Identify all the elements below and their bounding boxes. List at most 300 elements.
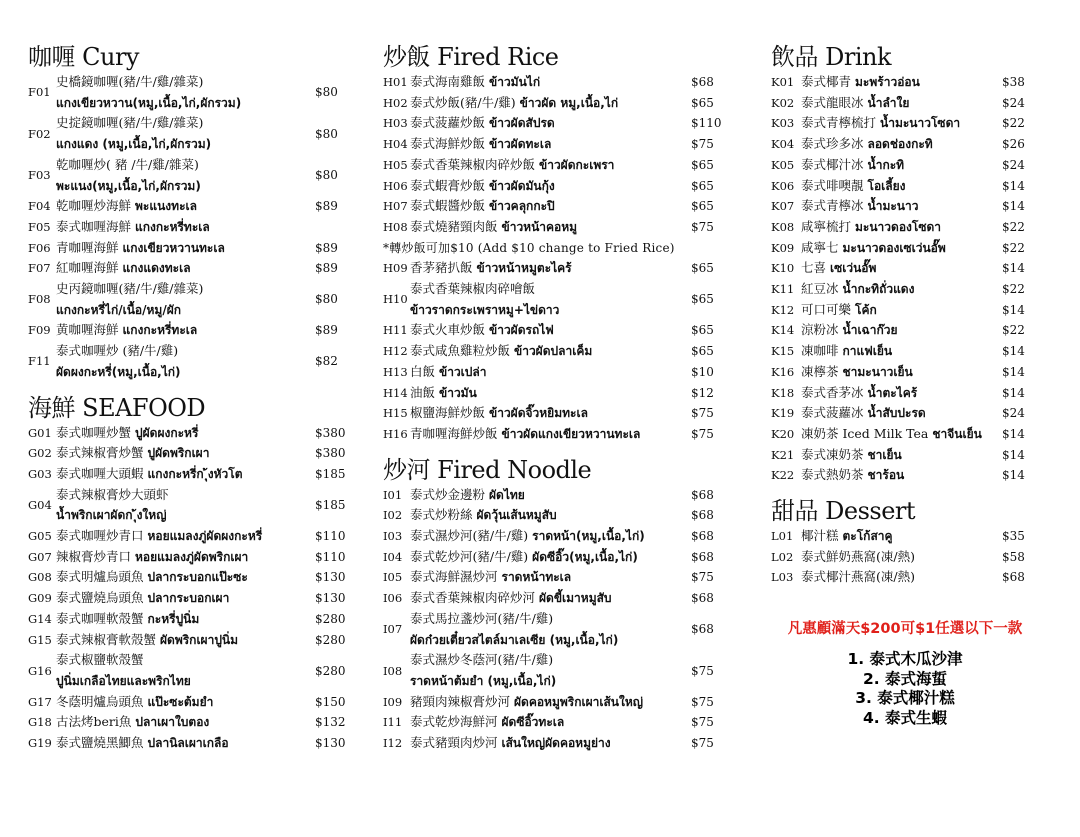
item-thai-name: น้ำตะไคร้	[867, 385, 918, 400]
item-description	[801, 176, 1002, 197]
item-description	[56, 650, 315, 691]
menu-item-row	[383, 547, 723, 568]
item-thai-name: ผัดผงกะหรี่(หมู,เนื้อ,ไก่)	[56, 364, 181, 379]
item-description	[56, 630, 315, 651]
menu-item-row	[383, 279, 723, 320]
item-thai-name: ชาจีนเย็น	[932, 426, 982, 441]
item-name: 泰式菠蘿冰	[801, 405, 864, 421]
item-thai-name: แกงกะหรี่ก ุ้งหัวโต	[147, 466, 243, 481]
item-code: F06	[28, 240, 51, 255]
item-name: 古法烤beri魚	[56, 714, 132, 730]
item-thai-name: พะแนงทะเล	[135, 199, 197, 214]
item-name: 泰式椰汁燕窩(凍/熱)	[801, 569, 915, 585]
item-code: F09	[28, 323, 51, 338]
item-price: $14	[1002, 364, 1025, 379]
item-description	[410, 320, 691, 341]
fried-rice-note: *轉炒飯可加$10 (Add $10 change to Fried Rice)	[383, 240, 675, 255]
item-thai-name: ชามะนาวเย็น	[842, 364, 913, 379]
item-thai-name: น้ำพริกเผาผัดก ุ้งใหญ่	[56, 508, 167, 523]
item-name: 史掟鏡咖喱(豬/牛/雞/雜菜)	[56, 115, 204, 131]
menu-item-row	[28, 526, 353, 547]
menu-item-row	[771, 279, 1026, 300]
item-name: 泰式鹽燒烏頭魚	[56, 590, 144, 606]
item-description	[410, 362, 691, 383]
item-description	[56, 155, 315, 196]
menu-item-row	[383, 176, 723, 197]
item-name: 凍咖啡	[801, 343, 839, 359]
item-name: 豬頸肉辣椒膏炒河	[410, 693, 511, 709]
menu-item-row	[28, 692, 353, 713]
item-thai-name: มะนาวดองโซดา	[855, 219, 942, 234]
item-code: I02	[383, 508, 403, 523]
item-thai-name: ชาเย็น	[867, 447, 902, 462]
item-name: 泰式辣椒膏軟殼蟹	[56, 631, 157, 647]
item-description	[410, 424, 691, 445]
item-thai-name: โอเลี้ยง	[867, 178, 906, 193]
section-title-dessert: 甜品 Dessert	[771, 497, 916, 526]
item-price: $89	[315, 240, 338, 255]
item-description	[56, 609, 315, 630]
item-description	[410, 155, 691, 176]
item-code: H05	[383, 157, 408, 172]
menu-item-row	[383, 155, 723, 176]
item-code: G07	[28, 549, 52, 564]
menu-item-row	[383, 609, 723, 650]
menu-item-row	[28, 650, 353, 691]
item-name: 泰式鹽燒黑鯽魚	[56, 735, 144, 751]
item-thai-name: ข้าวหน้าหมูตะไคร้	[476, 261, 572, 276]
item-name: 泰式咖喱海鮮	[56, 218, 132, 234]
item-price: $65	[691, 157, 714, 172]
promotion-item: 2. 泰式海蜇	[862, 669, 948, 688]
item-description	[801, 547, 1002, 568]
promotion-list	[755, 650, 1055, 728]
item-name: 泰式青檸梳打	[801, 115, 877, 131]
item-description	[801, 424, 1002, 445]
item-description	[801, 217, 1002, 238]
item-code: K09	[771, 240, 795, 255]
item-thai-name: แกงเขียวหวาน(หมู,เนื้อ,ไก่,ผักรวม)	[56, 95, 242, 110]
item-description	[801, 403, 1002, 424]
item-thai-name: แกงกะหรี่ทะเล	[122, 323, 198, 338]
item-thai-name: พะแนง(หมู,เนื้อ,ไก่,ผักรวม)	[56, 178, 201, 193]
item-code: H15	[383, 406, 408, 421]
fried-rice-list	[383, 72, 723, 238]
item-price: $68	[691, 529, 714, 544]
item-price: $82	[315, 354, 338, 369]
item-description	[801, 134, 1002, 155]
item-name: 泰式辣椒膏炒大頭虾	[56, 486, 169, 502]
menu-item-row	[28, 320, 353, 341]
item-description	[801, 196, 1002, 217]
item-price: $38	[1002, 75, 1025, 89]
menu-column-right	[771, 42, 1026, 588]
item-thai-name: ชาร้อน	[867, 468, 905, 483]
seafood-list	[28, 423, 353, 754]
item-name: 泰式青檸冰	[801, 198, 864, 214]
item-code: G15	[28, 632, 52, 647]
menu-item-row	[28, 588, 353, 609]
item-price: $280	[315, 611, 346, 626]
menu-item-row	[771, 72, 1026, 93]
item-name: 油飯	[410, 384, 436, 400]
item-code: F11	[28, 354, 51, 369]
item-name: 泰式炒金邊粉	[410, 486, 486, 502]
item-thai-name: ผัดซีอิ๊ว(หมู,เนื้อ,ไก่)	[532, 549, 638, 564]
item-thai-name: ผัดก๋วยเตี๋ยวสไตล์มาเลเซีย (หมู,เนื้อ,ไก่)	[410, 632, 619, 647]
item-name: 泰式海鮮炒飯	[410, 136, 486, 152]
menu-item-row	[28, 217, 353, 238]
item-price: $22	[1002, 219, 1025, 234]
item-name: 泰式濕炒冬蔭河(豬/牛/雞)	[410, 652, 554, 668]
item-code: H06	[383, 178, 408, 193]
item-description	[410, 341, 691, 362]
item-name: 泰式咸魚雞粒炒飯	[410, 343, 511, 359]
item-price: $185	[315, 498, 346, 512]
item-thai-name: ข้าวผัดจิ๊วหยิมทะเล	[489, 406, 588, 421]
item-code: G14	[28, 611, 52, 626]
item-thai-name: ลอดช่องกะทิ	[867, 137, 933, 152]
item-price: $130	[315, 570, 346, 585]
menu-item-row	[771, 465, 1026, 486]
menu-item-row	[383, 383, 723, 404]
curry-list	[28, 72, 353, 383]
item-price: $89	[315, 199, 338, 214]
item-name: 泰式炒粉絲	[410, 507, 473, 523]
item-description	[801, 445, 1002, 466]
item-description	[56, 320, 315, 341]
menu-item-row	[383, 733, 723, 754]
item-code: K07	[771, 199, 795, 214]
item-description	[410, 712, 691, 733]
item-description	[56, 733, 315, 754]
item-description	[56, 547, 315, 568]
menu-item-row	[771, 134, 1026, 155]
item-thai-name: น้ำเฉาก๊วย	[842, 323, 898, 338]
section-title-drink: 飲品 Drink	[771, 43, 892, 71]
item-description	[56, 217, 315, 238]
item-thai-name: น้ำกะทิถั่วแดง	[842, 282, 915, 297]
item-code: K18	[771, 385, 795, 400]
menu-item-row	[383, 93, 723, 114]
item-name: 泰式椒鹽軟殼蟹	[56, 652, 144, 668]
menu-item-row	[28, 196, 353, 217]
menu-column-middle	[383, 42, 723, 754]
item-price: $22	[1002, 323, 1025, 338]
menu-item-row	[771, 341, 1026, 362]
item-description	[801, 238, 1002, 259]
menu-item-row	[771, 155, 1026, 176]
item-price: $26	[1002, 137, 1025, 152]
section-title-fried-rice: 炒飯 Fired Rice	[383, 43, 559, 71]
menu-item-row	[771, 567, 1026, 588]
item-name: 泰式蝦膏炒飯	[410, 177, 486, 193]
item-name: 泰式火車炒飯	[410, 322, 486, 338]
item-price: $24	[1002, 157, 1025, 172]
item-name: 泰式明爐烏頭魚	[56, 569, 144, 585]
item-code: H04	[383, 137, 408, 152]
item-name: 泰式乾炒海鮮河	[410, 714, 498, 730]
item-code: G04	[28, 498, 52, 512]
item-thai-name: ราดหน้าต้มยำ (หมู,เนื้อ,ไก่)	[410, 673, 557, 688]
item-code: K22	[771, 468, 795, 483]
item-code: H02	[383, 95, 408, 110]
item-code: H13	[383, 364, 408, 379]
menu-item-row	[28, 423, 353, 444]
menu-item-row	[383, 134, 723, 155]
item-price: $65	[691, 95, 714, 110]
item-name: 咸寧梳打	[801, 218, 852, 234]
item-thai-name: ปูนิ่มเกลือไทยและพริกไทย	[56, 673, 191, 688]
item-thai-name: มะนาวดองเซเว่นอั๊พ	[842, 240, 946, 255]
item-price: $80	[315, 168, 338, 183]
item-thai-name: ข้าวผัดสัปรด	[489, 116, 555, 131]
item-code: I03	[383, 529, 403, 544]
item-description	[56, 443, 315, 464]
item-description	[410, 547, 691, 568]
item-name: 泰式凍奶茶	[801, 446, 864, 462]
item-code: F07	[28, 261, 51, 276]
item-code: H10	[383, 292, 408, 307]
item-code: F03	[28, 168, 51, 183]
item-code: G19	[28, 736, 52, 751]
item-thai-name: โค้ก	[855, 302, 877, 317]
item-thai-name: ปลาเผาใบตอง	[135, 715, 210, 730]
item-thai-name: น้ำมะนาวโซดา	[880, 116, 961, 131]
menu-item-row	[28, 113, 353, 154]
menu-item-row	[771, 196, 1026, 217]
item-code: F08	[28, 292, 51, 307]
item-price: $14	[1002, 178, 1025, 193]
item-price: $65	[691, 292, 714, 307]
menu-item-row	[28, 443, 353, 464]
item-code: G05	[28, 529, 52, 544]
item-description	[801, 320, 1002, 341]
item-thai-name: ข้าวหน้าคอหมู	[501, 219, 578, 234]
item-code: G02	[28, 446, 52, 461]
menu-item-row	[771, 383, 1026, 404]
item-code: I06	[383, 591, 403, 606]
item-price: $14	[1002, 261, 1025, 276]
item-price: $14	[1002, 447, 1025, 462]
item-name: 泰式菠蘿炒飯	[410, 115, 486, 131]
item-name: 泰式豬頸肉炒河	[410, 735, 498, 751]
item-price: $75	[691, 715, 714, 730]
item-name: 可口可樂	[801, 301, 852, 317]
item-code: G01	[28, 425, 52, 440]
item-name: 椰汁糕	[801, 528, 839, 544]
item-description	[801, 526, 1002, 547]
item-description	[410, 403, 691, 424]
item-price: $24	[1002, 406, 1025, 421]
item-price: $68	[691, 591, 714, 606]
item-price: $14	[1002, 302, 1025, 317]
item-thai-name: ราดหน้าทะเล	[501, 570, 572, 585]
menu-item-row	[771, 526, 1026, 547]
item-thai-name: ปูผัดผงกะหรี่	[135, 425, 199, 440]
item-thai-name: ผัดวุ้นเส้นหมูสับ	[476, 508, 557, 523]
section-title-seafood: 海鮮 SEAFOOD	[28, 393, 206, 422]
item-price: $14	[1002, 344, 1025, 359]
item-thai-name: กะหรี่ปูนิ่ม	[147, 611, 200, 626]
item-description	[410, 733, 691, 754]
item-price: $75	[691, 736, 714, 751]
promotion-item: 3. 泰式椰汁糕	[855, 689, 955, 707]
item-price: $75	[691, 406, 714, 421]
item-name: 史丙鏡咖喱(豬/牛/雞/雜菜)	[56, 281, 204, 297]
item-code: K21	[771, 447, 795, 462]
item-price: $68	[691, 508, 714, 523]
item-name: 辣椒膏炒青口	[56, 548, 132, 564]
item-name: 史橋鏡咖喱(豬/牛/雞/雜菜)	[56, 74, 204, 89]
item-code: G17	[28, 694, 52, 709]
item-name: 泰式咖喱大頭蝦	[56, 465, 144, 481]
item-name: 紅咖喱海鮮	[56, 260, 119, 276]
item-name: 凍奶茶 Iced Milk Tea	[801, 425, 929, 441]
item-code: H16	[383, 426, 408, 441]
item-description	[56, 588, 315, 609]
item-description	[56, 279, 315, 320]
section-title-fried-noodle: 炒河 Fired Noodle	[383, 455, 592, 484]
item-code: F04	[28, 199, 51, 214]
item-description	[56, 567, 315, 588]
item-code: H09	[383, 261, 408, 276]
item-name: 泰式辣椒膏炒蟹	[56, 445, 144, 461]
item-description	[56, 258, 315, 279]
item-name: 紅豆冰	[801, 281, 839, 297]
item-description	[410, 609, 691, 650]
menu-item-row	[771, 547, 1026, 568]
item-code: H11	[383, 323, 408, 338]
item-code: K16	[771, 364, 795, 379]
item-description	[56, 196, 315, 217]
item-price: $22	[1002, 240, 1025, 255]
item-price: $380	[315, 425, 346, 440]
item-price: $10	[691, 364, 714, 379]
item-code: K15	[771, 344, 795, 359]
item-code: K05	[771, 157, 795, 172]
item-price: $80	[315, 126, 338, 141]
item-code: K19	[771, 406, 795, 421]
item-description	[801, 362, 1002, 383]
item-price: $12	[691, 385, 714, 400]
item-description	[410, 588, 691, 609]
menu-item-row	[771, 424, 1026, 445]
item-thai-name: ข้าวผัดปลาเค็ม	[514, 344, 593, 359]
item-code: I07	[383, 622, 403, 637]
item-name: 泰式熱奶茶	[801, 467, 864, 483]
item-description	[56, 692, 315, 713]
item-description	[410, 217, 691, 238]
menu-item-row	[771, 93, 1026, 114]
item-code: L03	[771, 570, 794, 585]
item-code: K10	[771, 261, 795, 276]
promotion-title: 凡惠顧滿天$200可$1任選以下一款	[787, 621, 1023, 637]
item-description	[410, 650, 691, 691]
menu-item-row	[771, 362, 1026, 383]
item-price: $65	[691, 199, 714, 214]
menu-item-row	[771, 113, 1026, 134]
item-description	[410, 176, 691, 197]
menu-item-row	[383, 362, 723, 383]
item-name: 泰式珍多冰	[801, 136, 864, 152]
item-name: 泰式啡噢靚	[801, 177, 864, 193]
menu-column-left	[28, 42, 353, 754]
menu-item-row	[771, 320, 1026, 341]
menu-item-row	[383, 567, 723, 588]
item-name: 泰式炒飯(豬/牛/雞)	[410, 94, 516, 110]
item-code: K02	[771, 95, 795, 110]
item-code: F05	[28, 219, 51, 234]
menu-item-row	[28, 238, 353, 259]
menu-item-row	[28, 485, 353, 526]
item-thai-name: ข้าวคลุกกะปิ	[489, 199, 555, 214]
item-price: $380	[315, 446, 346, 461]
item-description	[410, 93, 691, 114]
menu-item-row	[383, 196, 723, 217]
item-price: $68	[1002, 570, 1025, 585]
item-description	[410, 383, 691, 404]
item-price: $75	[691, 426, 714, 441]
item-thai-name: ข้าวราดกระเพราหมู+ไข่ดาว	[410, 302, 560, 317]
item-price: $65	[691, 178, 714, 193]
item-name: 泰式咖喱炒青口	[56, 528, 144, 544]
menu-item-row	[383, 113, 723, 134]
item-price: $185	[315, 466, 346, 481]
item-name: 咸寧七	[801, 239, 839, 255]
menu-item-row	[28, 609, 353, 630]
menu-item-row	[383, 692, 723, 713]
item-description	[801, 300, 1002, 321]
item-name: 乾咖喱炒( 豬 /牛/雞/雜菜)	[56, 156, 199, 172]
item-description	[410, 258, 691, 279]
item-description	[801, 72, 1002, 93]
menu-item-row	[28, 258, 353, 279]
item-code: K03	[771, 116, 795, 131]
item-price: $14	[1002, 426, 1025, 441]
item-name: 泰式龍眼冰	[801, 94, 864, 110]
item-description	[801, 155, 1002, 176]
item-name: 泰式香茅冰	[801, 384, 864, 400]
item-description	[801, 93, 1002, 114]
item-description	[410, 485, 691, 506]
menu-item-row	[383, 217, 723, 238]
menu-item-row	[28, 464, 353, 485]
item-name: 泰式海鮮濕炒河	[410, 569, 498, 585]
drink-list	[771, 72, 1026, 486]
item-thai-name: แกงแดงทะเล	[122, 261, 191, 276]
item-description	[56, 464, 315, 485]
item-description	[56, 485, 315, 526]
item-code: G16	[28, 663, 52, 678]
item-thai-name: แกงกะหรี่ทะเล	[135, 219, 210, 234]
promotion-box	[755, 618, 1055, 728]
item-code: L01	[771, 529, 794, 544]
item-price: $80	[315, 292, 338, 307]
item-code: K08	[771, 219, 795, 234]
item-price: $132	[315, 715, 346, 730]
item-name: 泰式蝦醬炒飯	[410, 198, 486, 214]
item-price: $110	[691, 116, 722, 131]
item-price: $280	[315, 663, 346, 678]
item-price: $14	[1002, 385, 1025, 400]
menu-item-row	[383, 258, 723, 279]
item-name: 泰式咖喱炒 (豬/牛/雞)	[56, 343, 179, 359]
item-name: 涼粉冰	[801, 322, 839, 338]
item-description	[410, 134, 691, 155]
item-thai-name: ข้าวผัดทะเล	[489, 137, 552, 152]
item-name: 冬蔭明爐烏頭魚	[56, 693, 144, 709]
